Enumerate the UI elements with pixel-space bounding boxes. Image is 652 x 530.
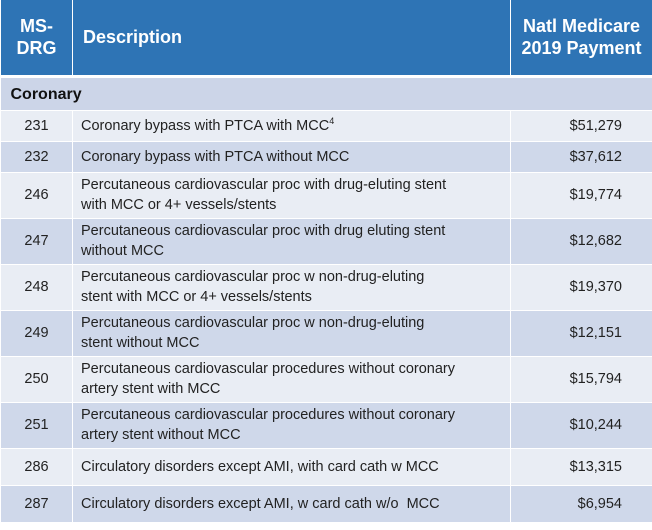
description-text: Coronary bypass with PTCA without MCC [81,148,350,165]
description-text: Circulatory disorders except AMI, with card cath w MCC [81,458,439,475]
drg-payment: $10,244 [511,402,652,448]
header-ms-drg [1,0,73,76]
table-row [1,402,652,448]
drg-description [73,172,511,218]
header-ms-drg-line2: DRG [16,38,57,59]
header-payment [511,0,652,76]
description-text: Circulatory disorders except AMI, w card cath w/o MCC [81,495,440,512]
table-row [1,264,652,310]
drg-code: 249 [1,310,73,356]
drg-code: 232 [1,141,73,172]
description-line2: stent without MCC [81,335,200,351]
drg-description [73,356,511,402]
table-row [1,172,652,218]
table-row [1,218,652,264]
drg-description [73,448,511,485]
description-line1: Percutaneous cardiovascular proc w non-drug-eluting [81,269,425,285]
description-line1: Percutaneous cardiovascular procedures without coronary [81,407,455,423]
drg-code: 231 [1,110,73,141]
drg-code: 248 [1,264,73,310]
drg-code: 286 [1,448,73,485]
description-line1: Percutaneous cardiovascular proc with drug eluting stent [81,223,446,239]
header-payment-line1: Natl Medicare [522,16,641,37]
description-line2: without MCC [81,243,164,259]
table-row [1,110,652,141]
drg-description [73,110,511,141]
table-row [1,356,652,402]
drg-payment: $37,612 [511,141,652,172]
drg-payment: $13,315 [511,448,652,485]
drg-code: 251 [1,402,73,448]
drg-description [73,218,511,264]
description-line2: artery stent without MCC [81,427,241,443]
drg-code: 287 [1,485,73,522]
header-row [1,0,652,76]
drg-description [73,402,511,448]
drg-description [73,264,511,310]
description-line2: artery stent with MCC [81,381,221,397]
drg-payment: $12,151 [511,310,652,356]
description-line1: Percutaneous cardiovascular proc w non-drug-eluting [81,315,425,331]
drg-description [73,485,511,522]
footnote-marker: 4 [329,115,335,126]
description-line1: Percutaneous cardiovascular procedures without coronary [81,361,455,377]
description-line2: with MCC or 4+ vessels/stents [81,197,277,213]
table-row [1,310,652,356]
drg-description [73,141,511,172]
table-row [1,448,652,485]
drg-payment: $51,279 [511,110,652,141]
table-row [1,141,652,172]
drg-payment: $19,774 [511,172,652,218]
header-ms-drg-line1: MS- [20,16,53,37]
drg-code: 247 [1,218,73,264]
drg-code: 246 [1,172,73,218]
description-line1: Percutaneous cardiovascular proc with drug-eluting stent [81,177,447,193]
section-title: Coronary [1,76,652,110]
description-line2: stent with MCC or 4+ vessels/stents [81,289,312,305]
header-payment-line2: 2019 Payment [521,38,642,59]
drg-payment: $19,370 [511,264,652,310]
drg-payment: $12,682 [511,218,652,264]
description-text: Coronary bypass with PTCA with MCC [81,117,330,134]
header-description: Description [73,0,511,76]
section-row-coronary [1,76,652,110]
drg-payment: $15,794 [511,356,652,402]
table-row [1,485,652,522]
drg-payment: $6,954 [511,485,652,522]
drg-description [73,310,511,356]
drg-code: 250 [1,356,73,402]
